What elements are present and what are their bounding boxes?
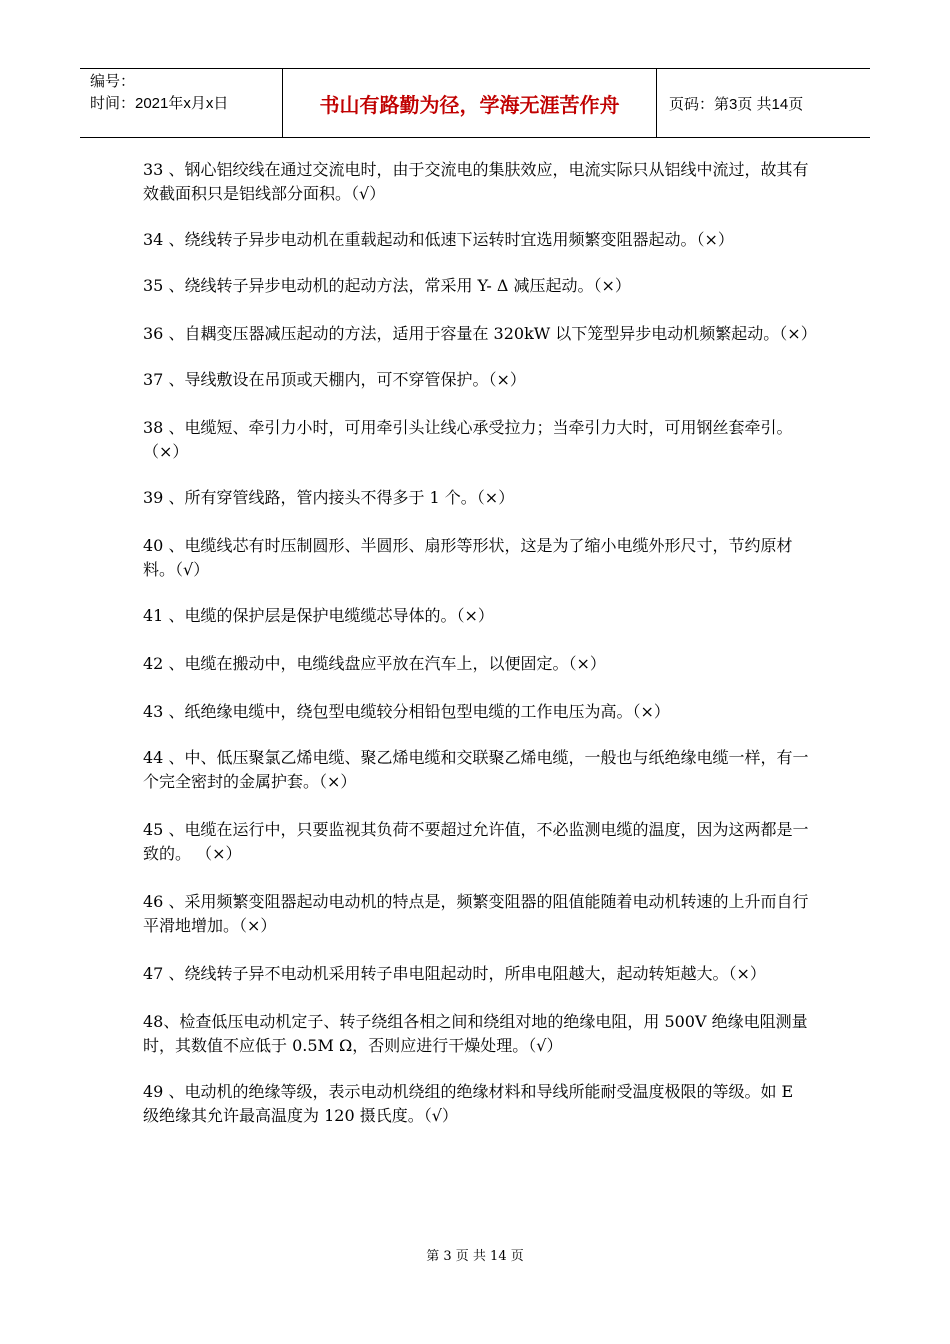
question-item: 41 、电缆的保护层是保护电缆缆芯导体的。（×） xyxy=(143,606,494,625)
question-item: 35 、绕线转子异步电动机的起动方法，常采用 Y- Δ 减压起动。（×） xyxy=(143,276,631,295)
question-item: 37 、导线敷设在吊顶或天棚内，可不穿管保护。（×） xyxy=(143,370,526,389)
question-item: 46 、采用频繁变阻器起动电动机的特点是，频繁变阻器的阻值能随着电动机转速的上升而自行平滑地增加。（×） xyxy=(143,892,809,935)
header-motto: 书山有路勤为径，学海无涯苦作舟 xyxy=(283,69,657,137)
question-item: 38 、电缆短、牵引力小时，可用牵引头让线心承受拉力；当牵引力大时，可用钢丝套牵引。（×） xyxy=(143,418,793,461)
question-item: 34 、绕线转子异步电动机在重载起动和低速下运转时宜选用频繁变阻器起动。（×） xyxy=(143,230,734,249)
page-header xyxy=(80,68,870,138)
header-meta xyxy=(80,69,283,137)
question-item: 36 、自耦变压器减压起动的方法，适用于容量在 320kW 以下笼型异步电动机频繁起动。（×） xyxy=(143,324,817,343)
header-page-label: 页码：第3页 共14页 xyxy=(669,95,804,113)
question-item: 47 、绕线转子异不电动机采用转子串电阻起动时，所串电阻越大，起动转矩越大。（×） xyxy=(143,964,766,983)
time-label: 时间：2021年x月x日 xyxy=(90,95,229,112)
number-label: 编号： xyxy=(90,73,136,90)
question-item: 39 、所有穿管线路，管内接头不得多于 1 个。（×） xyxy=(143,488,515,507)
page-footer: 第 3 页 共 14 页 xyxy=(426,1249,524,1264)
question-item: 40 、电缆线芯有时压制圆形、半圆形、扇形等形状，这是为了缩小电缆外形尺寸，节约原材料。（√） xyxy=(143,536,793,579)
question-item: 44 、中、低压聚氯乙烯电缆、聚乙烯电缆和交联聚乙烯电缆，一般也与纸绝缘电缆一样，有一个完全密封的金属护套。（×） xyxy=(143,748,809,791)
question-item: 33 、钢心铝绞线在通过交流电时，由于交流电的集肤效应，电流实际只从铝线中流过，故其有效截面积只是铝线部分面积。（√） xyxy=(143,160,809,203)
question-item: 48、检查低压电动机定子、转子绕组各相之间和绕组对地的绝缘电阻，用 500V 绝缘电阻测量时，其数值不应低于 0.5M Ω，否则应进行干燥处理。（√） xyxy=(143,1012,808,1055)
question-item: 49 、电动机的绝缘等级，表示电动机绕组的绝缘材料和导线所能耐受温度极限的等级。如 E 级绝缘其允许最高温度为 120 摄氏度。（√） xyxy=(143,1082,794,1125)
question-item: 42 、电缆在搬动中，电缆线盘应平放在汽车上，以便固定。（×） xyxy=(143,654,606,673)
question-item: 43 、纸绝缘电缆中，绕包型电缆较分相铅包型电缆的工作电压为高。（×） xyxy=(143,702,670,721)
question-list xyxy=(143,158,817,1128)
question-item: 45 、电缆在运行中，只要监视其负荷不要超过允许值，不必监测电缆的温度，因为这两都是一致的。 （×） xyxy=(143,820,809,863)
